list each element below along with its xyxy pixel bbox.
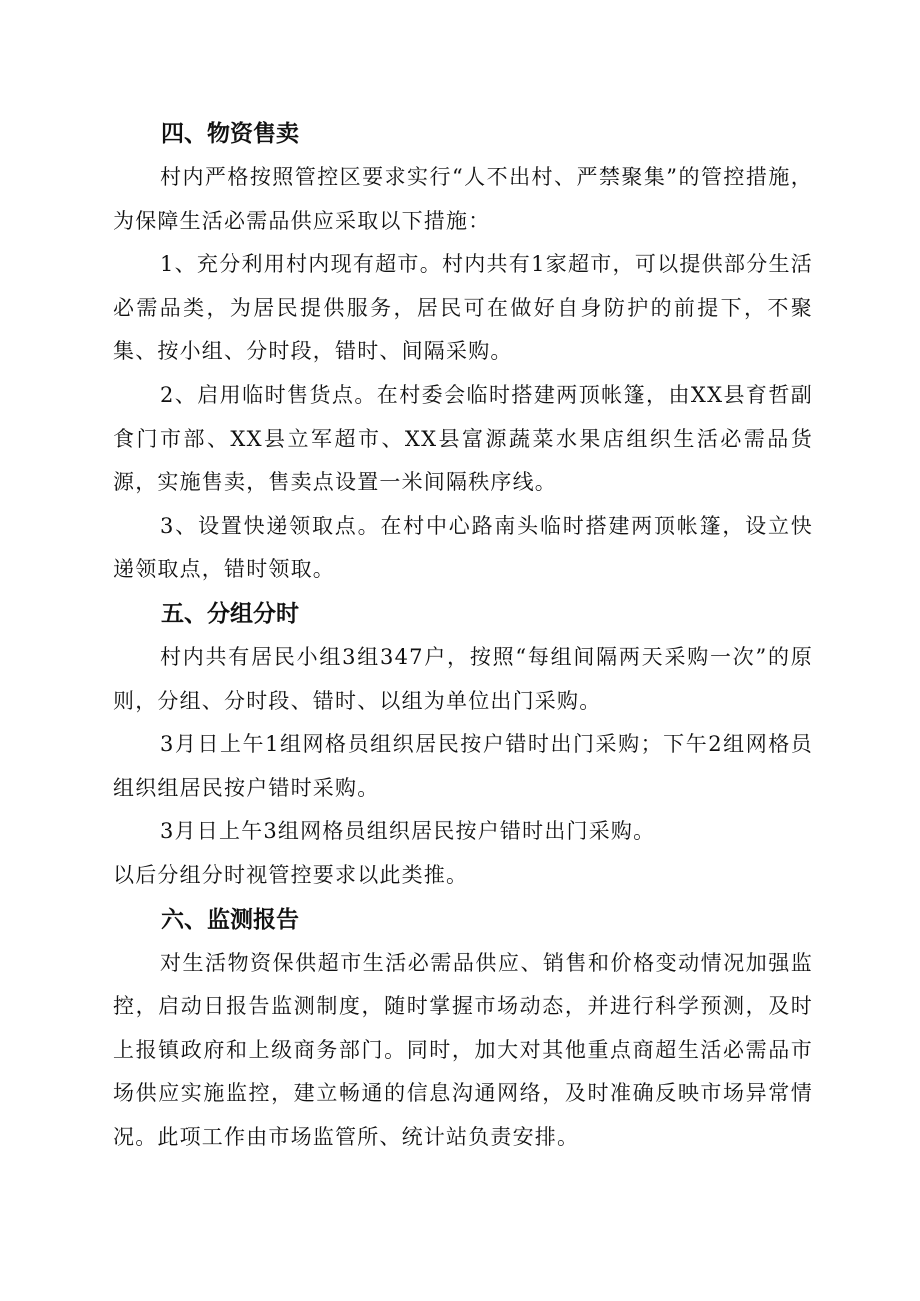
document-body bbox=[113, 112, 813, 1159]
section-heading-supplies: 四、物资售卖 bbox=[161, 121, 299, 147]
closing-paragraph: 以后分组分时视管控要求以此类推。 bbox=[113, 862, 469, 887]
paragraph: 3月日上午1组网格员组织居民按户错时出门采购；下午2组网格员组织组居民按户错时采购。 bbox=[113, 732, 813, 800]
paragraph: 2、启用临时售货点。在村委会临时搭建两顶帐篷，由XX县育哲副食门市部、XX县立军超市、XX县富源蔬菜水果店组织生活必需品货源，实施售卖，售卖点设置一米间隔秩序线。 bbox=[113, 382, 813, 495]
paragraph: 3、设置快递领取点。在村中心路南头临时搭建两顶帐篷，设立快递领取点，错时领取。 bbox=[113, 513, 813, 582]
section-heading-monitoring: 六、监测报告 bbox=[161, 906, 299, 933]
section-heading-grouping: 五、分组分时 bbox=[161, 600, 299, 627]
paragraph: 村内严格按照管控区要求实行“人不出村、严禁聚集”的管控措施，为保障生活必需品供应采取以下措施： bbox=[113, 165, 813, 233]
paragraph: 村内共有居民小组3组347户，按照“每组间隔两天采购一次”的原则，分组、分时段、错时、以组为单位出门采购。 bbox=[113, 644, 813, 713]
paragraph: 3月日上午3组网格员组织居民按户错时出门采购。 bbox=[160, 819, 656, 844]
paragraph: 1、充分利用村内现有超市。村内共有1家超市，可以提供部分生活必需品类，为居民提供服务，居民可在做好自身防护的前提下，不聚集、按小组、分时段，错时、间隔采购。 bbox=[113, 252, 813, 364]
paragraph: 对生活物资保供超市生活必需品供应、销售和价格变动情况加强监控，启动日报告监测制度，随时掌握市场动态，并进行科学预测，及时上报镇政府和上级商务部门。同时，加大对其他重点商超生活必需品市场供应实施监控，建立畅通的信息沟通网络，及时准确反映市场异常情况。此项工作由市场监管所、统计站负责安排。 bbox=[113, 950, 813, 1149]
